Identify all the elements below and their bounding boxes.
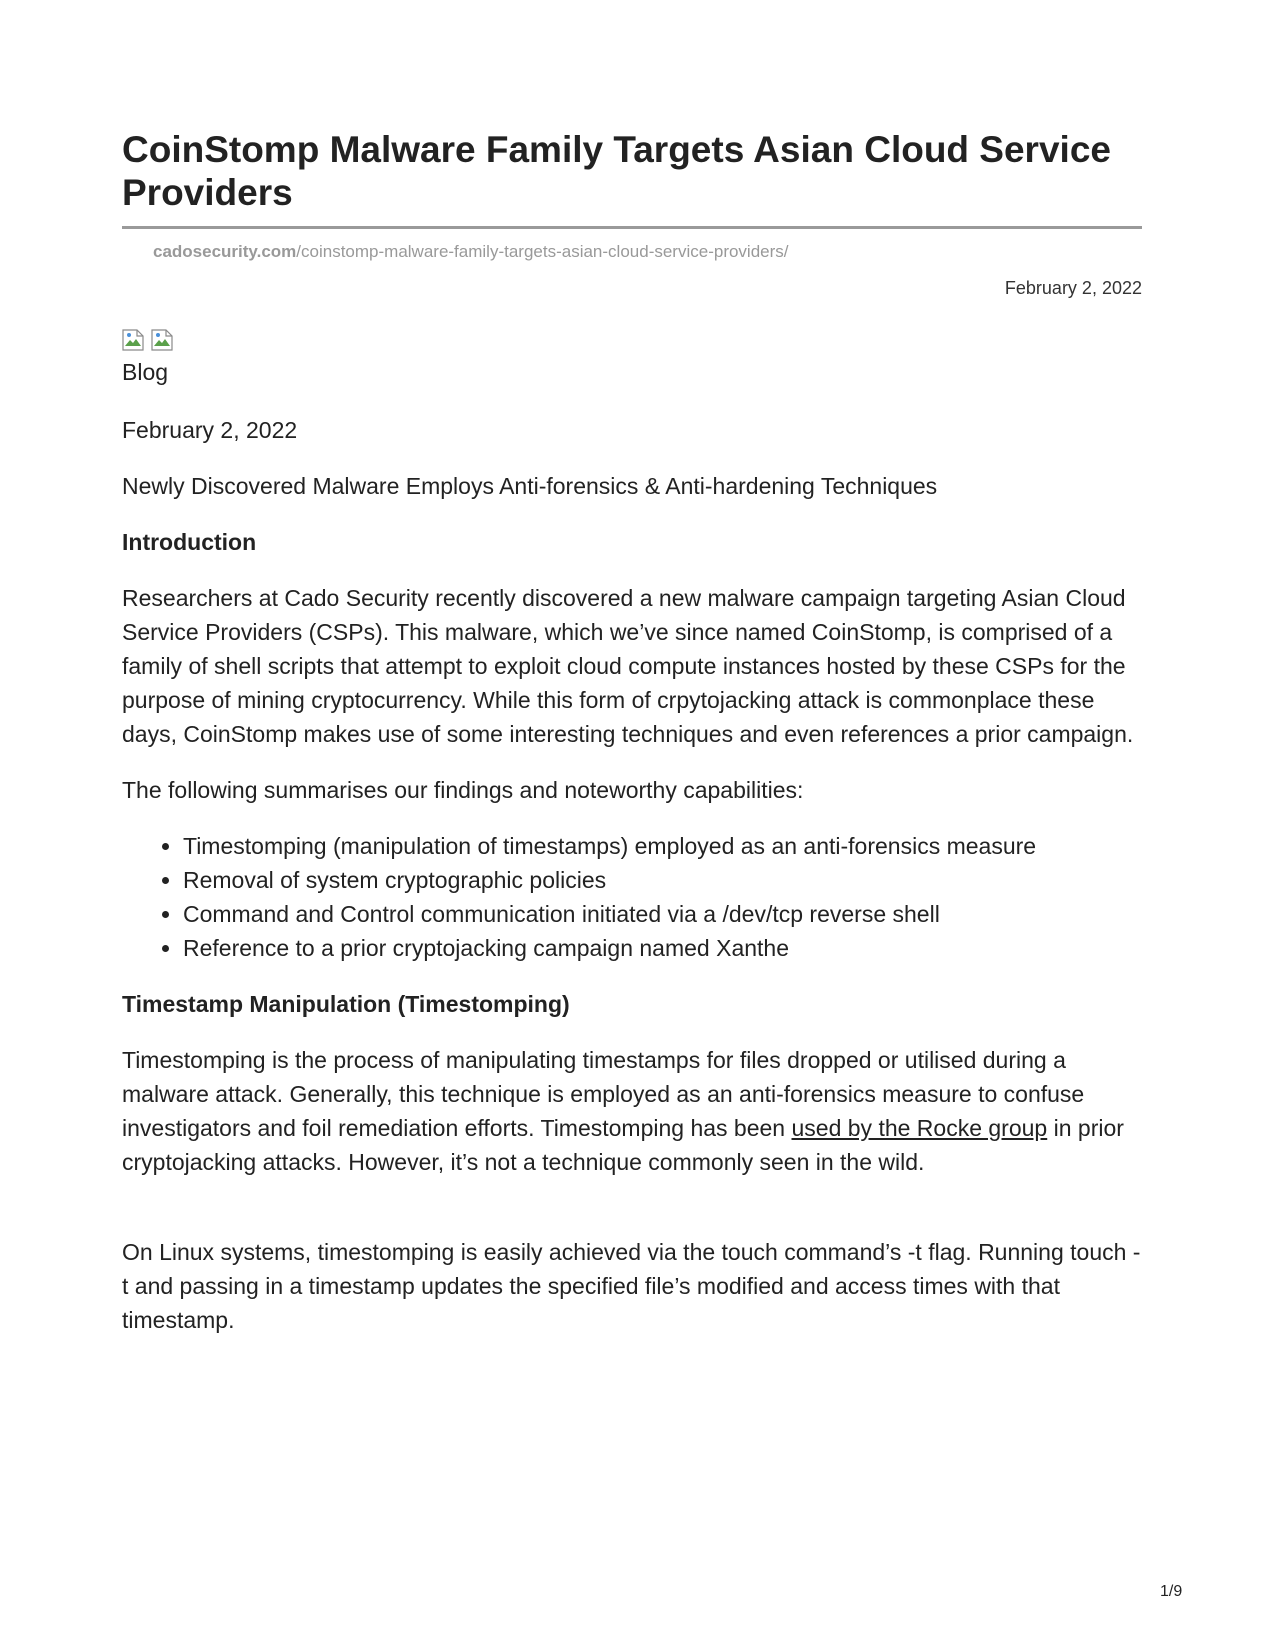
timestomping-paragraph [122, 1043, 1142, 1179]
broken-image-icon [122, 329, 144, 351]
paragraph-text: in prior cryptojacking attacks. However, it’s not a technique commonly seen in the wild. [122, 1115, 1124, 1175]
paragraph-text: Timestomping is the process of manipulating timestamps for files dropped or utilised during a malware attack. Generally, this technique is employed as an anti-forensics measure to confuse investigators and foil remediation efforts. Timestomping has been [122, 1047, 1085, 1141]
timestomping-heading: Timestamp Manipulation (Timestomping) [122, 991, 570, 1017]
image-row [122, 329, 1142, 353]
summary-lead: The following summarises our findings and noteworthy capabilities: [122, 777, 804, 803]
post-date: February 2, 2022 [122, 417, 298, 443]
broken-image-icon [151, 329, 173, 351]
list-item: • Command and Control communication initiated via a /dev/tcp reverse shell [183, 897, 1142, 931]
page-number: 1/9 [1160, 1583, 1183, 1600]
header-date: February 2, 2022 [1004, 278, 1142, 298]
touch-command-paragraph: On Linux systems, timestomping is easily achieved via the touch command’s -t flag. Running touch -t and passing in a timestamp updates the specified file’s modified and access times with that timestamp. [122, 1239, 1141, 1333]
url-path: /coinstomp-malware-family-targets-asian-cloud-service-providers/ [296, 242, 789, 261]
list-item: • Reference to a prior cryptojacking campaign named Xanthe [183, 931, 1142, 965]
rocke-group-link[interactable]: used by the Rocke group [791, 1115, 1048, 1141]
introduction-heading: Introduction [122, 529, 257, 555]
category-label: Blog [122, 359, 169, 385]
list-item: • Removal of system cryptographic policies [183, 863, 1142, 897]
document-page [122, 128, 1142, 1337]
page-title: CoinStomp Malware Family Targets Asian Cloud Service Providers [122, 128, 1142, 229]
post-subtitle: Newly Discovered Malware Employs Anti-forensics & Anti-hardening Techniques [122, 473, 938, 499]
list-item: • Timestomping (manipulation of timestamps) employed as an anti-forensics measure [183, 829, 1142, 863]
source-url[interactable] [153, 241, 1142, 263]
findings-list [122, 829, 1142, 965]
url-domain: cadosecurity.com [153, 242, 297, 261]
introduction-paragraph: Researchers at Cado Security recently discovered a new malware campaign targeting Asian Cloud Service Providers (CSPs). This malware, which we’ve since named CoinStomp, is comprised of a family of shell scripts that attempt to exploit cloud compute instances hosted by these CSPs for the purpose of mining cryptocurrency. While this form of crpytojacking attack is commonplace these days, CoinStomp makes use of some interesting techniques and even references a prior campaign. [122, 585, 1134, 747]
